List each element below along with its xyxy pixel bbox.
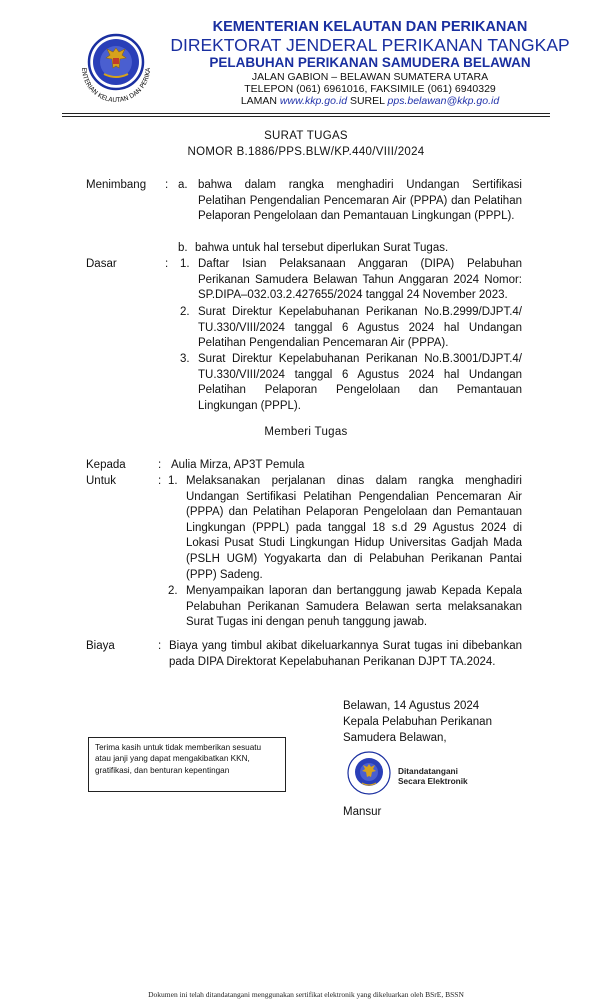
untuk-marker-1: 1.	[168, 475, 178, 487]
website-link[interactable]: www.kkp.go.id	[279, 95, 348, 107]
disclaimer-text: Terima kasih untuk tidak memberikan sesuatu atau janji yang dapat mengakibatkan KKN, gratifikasi, dan benturan kepentingan	[95, 743, 262, 775]
esign-text	[398, 766, 468, 786]
untuk-label: Untuk	[86, 475, 117, 487]
untuk-item-2: Menyampaikan laporan dan bertanggung jawab Kepada Kepala Pelabuhan Perikanan Samudera Belawan serta melaksanakan Surat Tugas ini dengan penuh tanggung jawab.	[186, 585, 522, 629]
document-number: NOMOR B.1886/PPS.BLW/KP.440/VIII/2024	[187, 146, 425, 158]
signatory-name: Mansur	[343, 806, 382, 818]
biaya-text: Biaya yang timbul akibat dikeluarkannya Surat tugas ini dibebankan pada DIPA Direktorat Kepelabuhanan Perikanan DJPT TA.2024.	[169, 640, 522, 668]
email-link[interactable]: pps.belawan@kkp.go.id	[387, 95, 500, 107]
untuk-marker-2: 2.	[168, 585, 178, 597]
electronic-signature-footer: Dokumen ini telah ditandatangani menggunakan sertifikat elektronik yang dikeluarkan oleh BSrE, BSSN	[148, 990, 464, 999]
kepada-value: Aulia Mirza, AP3T Pemula	[171, 459, 305, 471]
dasar-label: Dasar	[86, 258, 117, 270]
office-phone: TELEPON (061) 6961016, FAKSIMILE (061) 6940329	[244, 83, 496, 95]
kepada-colon: :	[158, 459, 162, 471]
dasar-marker-1: 1.	[180, 258, 190, 270]
untuk-item-1: Melaksanakan perjalanan dinas dalam rangka menghadiri Undangan Sertifikasi Pelatihan Pengendalian Pencemaran Air (PPPA) dan Pelatihan Pelaporan Pengelolaan dan Pemantauan Lingkungan (PPPL) pada tanggal 18 s.d 29 Agustus 2024 di Lokasi Pusat Studi Lingkungan Hidup Universitas Gadjah Mada (PSLH UGM) Yogyakarta dan di Pelabuhan Perikanan Pantai (PPP) Sadeng.	[186, 475, 522, 581]
dasar-item-1: Daftar Isian Pelaksanaan Anggaran (DIPA) Pelabuhan Perikanan Samudera Belawan Tahun Anggaran 2024 Nomor: SP.DIPA–032.03.2.427655/2024 tanggal 24 November 2023.	[198, 258, 522, 302]
gratification-disclaimer	[88, 737, 286, 792]
dasar-marker-3: 3.	[180, 353, 190, 365]
letterhead-rule-thin	[62, 116, 550, 117]
signature-place-date: Belawan, 14 Agustus 2024	[343, 700, 480, 712]
dasar-item-2: Surat Direktur Kepelabuhanan Perikanan No.B.2999/DJPT.4/ TU.330/VIII/2024 tanggal 6 Agustus 2024 hal Undangan Pelatihan Pengendalian Pencemaran Air (PPPA).	[198, 306, 522, 350]
seal-text: ENTERIAN KELAUTAN DAN PERIKA	[79, 67, 153, 105]
surel-label: SUREL	[349, 95, 385, 107]
menimbang-marker-b: b.	[178, 242, 188, 254]
menimbang-colon: :	[165, 179, 169, 191]
office-address: JALAN GABION – BELAWAN SUMATERA UTARA	[251, 71, 489, 83]
menimbang-item-b: bahwa untuk hal tersebut diperlukan Surat Tugas.	[195, 242, 449, 254]
document-title: SURAT TUGAS	[264, 130, 348, 142]
biaya-label: Biaya	[86, 640, 115, 652]
letterhead-rule-thick	[62, 113, 550, 114]
signature-position-1: Kepala Pelabuhan Perikanan	[343, 716, 492, 728]
menimbang-label: Menimbang	[86, 179, 147, 191]
dasar-colon: :	[165, 258, 169, 270]
dasar-marker-2: 2.	[180, 306, 190, 318]
biaya-colon: :	[158, 640, 162, 652]
ministry-logo	[68, 18, 164, 114]
kepada-label: Kepada	[86, 459, 126, 471]
memberi-tugas-heading: Memberi Tugas	[264, 426, 348, 438]
esign-line-1: Ditandatangani	[398, 766, 458, 776]
directorate-name: DIREKTORAT JENDERAL PERIKANAN TANGKAP	[170, 35, 570, 55]
esign-seal-icon	[346, 750, 392, 796]
esign-line-2: Secara Elektronik	[398, 776, 468, 786]
ministry-name: KEMENTERIAN KELAUTAN DAN PERIKANAN	[212, 19, 528, 35]
laman-label: LAMAN	[240, 95, 277, 107]
menimbang-item-a: bahwa dalam rangka menghadiri Undangan Sertifikasi Pelatihan Pengendalian Pencemaran Air (PPPA) dan Pelatihan Pelaporan Pengelolaan dan Pemantauan Lingkungan (PPPL).	[198, 179, 522, 223]
office-name: PELABUHAN PERIKANAN SAMUDERA BELAWAN	[209, 55, 531, 70]
menimbang-marker-a: a.	[178, 179, 188, 191]
dasar-item-3: Surat Direktur Kepelabuhanan Perikanan No.B.3001/DJPT.4/ TU.330/VIII/2024 tanggal 6 Agustus 2024 hal Undangan Pelatihan Pelaporan Pengelolaan dan Pemantauan Lingkungan (PPPL).	[198, 353, 522, 412]
signature-position-2: Samudera Belawan,	[343, 732, 447, 744]
untuk-colon: :	[158, 475, 162, 487]
office-contacts	[170, 95, 570, 107]
